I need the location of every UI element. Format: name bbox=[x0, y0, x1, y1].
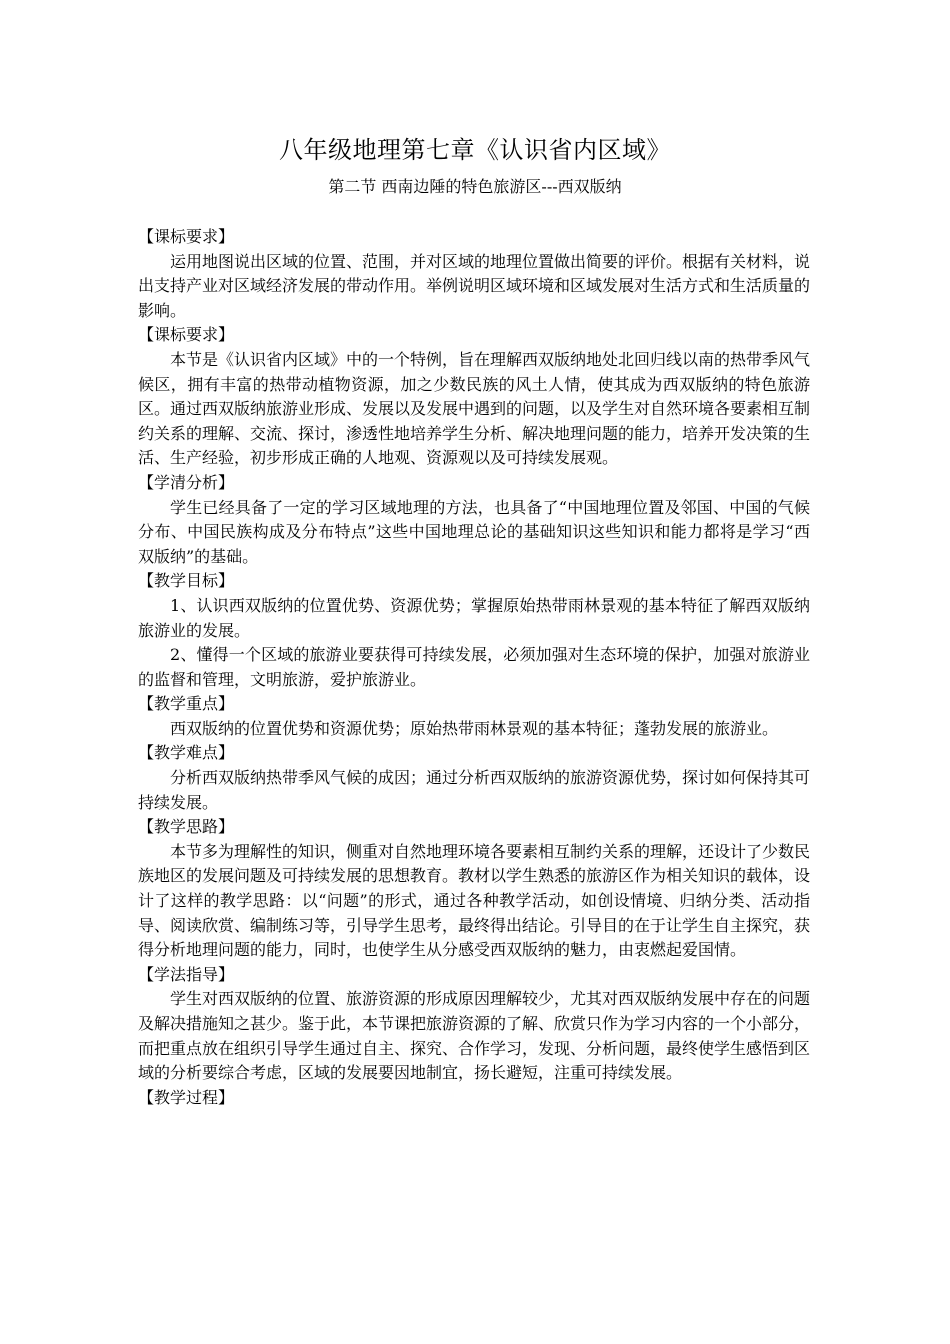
document-title: 八年级地理第七章《认识省内区域》 bbox=[279, 136, 671, 164]
section-heading: 【教学过程】 bbox=[138, 1087, 235, 1107]
section-paragraph: 1、认识西双版纳的位置优势、资源优势；掌握原始热带雨林景观的基本特征了解西双版纳旅游业的发展。 bbox=[138, 595, 810, 640]
section-curriculum-requirements bbox=[138, 225, 810, 323]
document-body bbox=[138, 225, 810, 1110]
section-paragraph: 学生已经具备了一定的学习区域地理的方法，也具备了“中国地理位置及邻国、中国的气候分布、中国民族构成及分布特点”这些中国地理总论的基础知识这些知识和能力都将是学习“西双版纳”的基础。 bbox=[138, 497, 810, 566]
section-paragraph: 西双版纳的位置优势和资源优势；原始热带雨林景观的基本特征；蓬勃发展的旅游业。 bbox=[170, 718, 779, 738]
section-paragraph: 2、懂得一个区域的旅游业要获得可持续发展，必须加强对生态环境的保护，加强对旅游业的监督和管理，文明旅游，爱护旅游业。 bbox=[138, 645, 810, 689]
section-curriculum-requirements-2 bbox=[138, 323, 810, 471]
section-heading: 【教学思路】 bbox=[138, 817, 235, 837]
section-teaching-process bbox=[138, 1086, 810, 1111]
section-learner-analysis bbox=[138, 471, 810, 569]
section-difficult-points bbox=[138, 741, 810, 815]
section-paragraph: 本节是《认识省内区域》中的一个特例，旨在理解西双版纳地处北回归线以南的热带季风气候区，拥有丰富的热带动植物资源，加之少数民族的风土人情，使其成为西双版纳的特色旅游区。通过西双版纳旅游业形成、发展以及发展中遇到的问题，以及学生对自然环境各要素相互制约关系的理解、交流、探讨，渗透性地培养学生分析、解决地理问题的能力，培养开发决策的生活、生产经验，初步形成正确的人地观、资源观以及可持续发展观。 bbox=[138, 349, 811, 468]
section-heading: 【教学重点】 bbox=[138, 694, 235, 714]
section-paragraph: 分析西双版纳热带季风气候的成因；通过分析西双版纳的旅游资源优势，探讨如何保持其可持续发展。 bbox=[138, 768, 811, 812]
section-key-points bbox=[138, 692, 810, 741]
section-paragraph: 运用地图说出区域的位置、范围，并对区域的地理位置做出简要的评价。根据有关材料，说出支持产业对区域经济发展的带动作用。举例说明区域环境和区域发展对生活方式和生活质量的影响。 bbox=[138, 251, 811, 320]
section-teaching-approach bbox=[138, 815, 810, 963]
section-heading: 【学法指导】 bbox=[138, 964, 235, 984]
section-heading: 【教学难点】 bbox=[138, 743, 235, 763]
section-study-guidance bbox=[138, 963, 810, 1086]
section-heading: 【学清分析】 bbox=[138, 472, 235, 492]
section-paragraph: 学生对西双版纳的位置、旅游资源的形成原因理解较少，尤其对西双版纳发展中存在的问题及解决措施知之甚少。鉴于此，本节课把旅游资源的了解、欣赏只作为学习内容的一个小部分，而把重点放在组织引导学生通过自主、探究、合作学习，发现、分析问题，最终使学生感悟到区域的分析要综合考虑，区域的发展要因地制宜，扬长避短，注重可持续发展。 bbox=[138, 989, 811, 1083]
section-heading: 【课标要求】 bbox=[138, 227, 235, 246]
section-heading: 【课标要求】 bbox=[138, 325, 235, 345]
section-teaching-objectives bbox=[138, 569, 810, 692]
section-paragraph: 本节多为理解性的知识，侧重对自然地理环境各要素相互制约关系的理解，还设计了少数民族地区的发展问题及可持续发展的思想教育。教材以学生熟悉的旅游区作为相关知识的载体，设计了这样的教学思路：以“问题”的形式，通过各种教学活动，如创设情境、归纳分类、活动指导、阅读欣赏、编制练习等，引导学生思考，最终得出结论。引导目的在于让学生自主探究，获得分析地理问题的能力，同时，也使学生从分感受西双版纳的魅力，由衷燃起爱国情。 bbox=[138, 841, 811, 960]
document-subtitle: 第二节 西南边陲的特色旅游区---西双版纳 bbox=[328, 177, 622, 196]
section-heading: 【教学目标】 bbox=[138, 571, 235, 591]
